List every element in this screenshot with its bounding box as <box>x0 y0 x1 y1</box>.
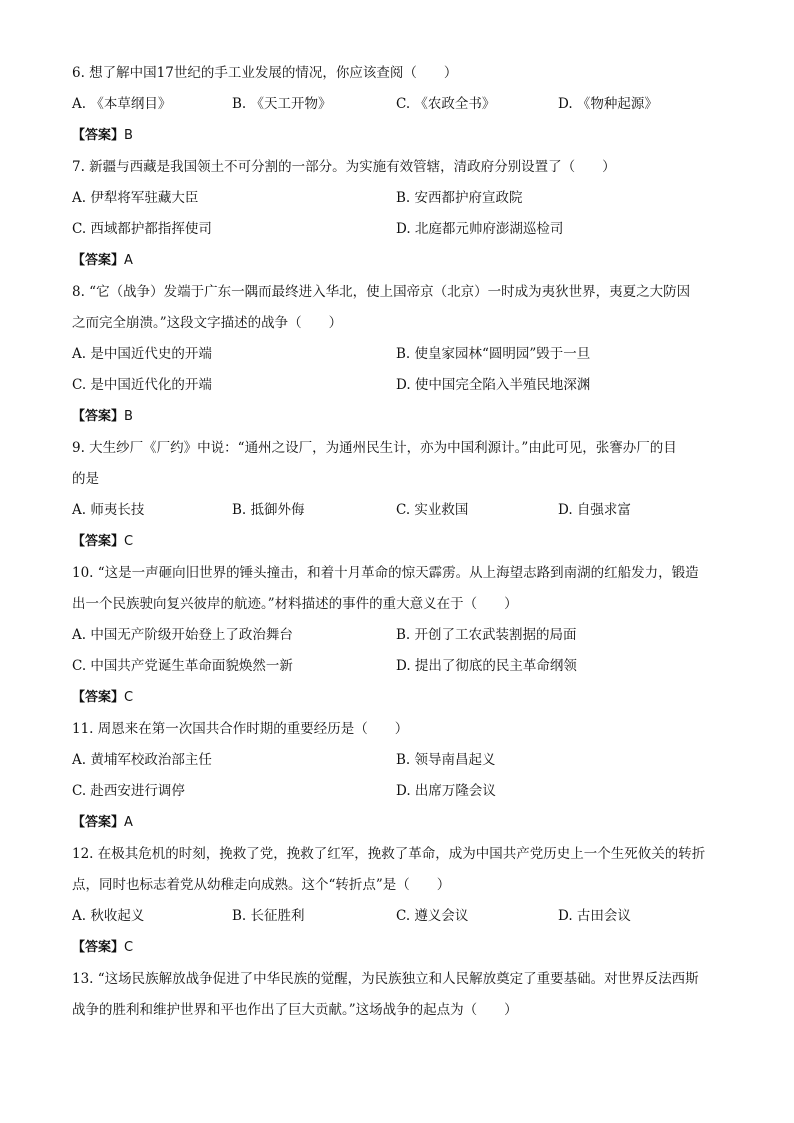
answer-option: A. 黄埔军校政治部主任 <box>72 752 212 768</box>
answer-value: C <box>124 690 134 705</box>
question-stem-line: 6. 想了解中国17世纪的手工业发展的情况，你应该查阅（ ） <box>72 65 458 81</box>
question-stem-line: 的是 <box>72 471 99 487</box>
question-stem-line: 点，同时也标志着党从幼稚走向成熟。这个“转折点”是（ ） <box>72 877 451 893</box>
answer-option: D. 出席万隆会议 <box>396 783 496 799</box>
answer-option: C. 实业救国 <box>396 502 469 518</box>
options-row <box>72 89 732 120</box>
answer-label: 【答案】 <box>72 409 125 424</box>
question-stem-line: 11. 周恩来在第一次国共合作时期的重要经历是（ ） <box>72 721 409 737</box>
answer-label: 【答案】 <box>72 128 125 143</box>
options-row <box>72 214 732 245</box>
question-stem-line: 12. 在极其危机的时刻，挽救了党，挽救了红军，挽救了革命，成为中国共产党历史上一个生死攸关的转折 <box>72 846 706 862</box>
question-block <box>72 964 732 1026</box>
question-stem-line: 13. “这场民族解放战争促进了中华民族的觉醒，为民族独立和人民解放奠定了重要基础。对世界反法西斯 <box>72 971 699 987</box>
question-stem-line: 之而完全崩溃。”这段文字描述的战争（ ） <box>72 315 343 331</box>
answer-line <box>72 401 732 432</box>
answer-value: C <box>124 940 134 955</box>
question-stem-line: 9. 大生纱厂《厂约》中说：“通州之设厂，为通州民生计，亦为中国利源计。”由此可见，张謇办厂的目 <box>72 440 677 456</box>
answer-option: D. 北庭都元帅府澎湖巡检司 <box>396 221 564 237</box>
options-row <box>72 651 732 682</box>
answer-option: C. 西域都护都指挥使司 <box>72 221 212 237</box>
answer-option: D. 《物种起源》 <box>558 96 658 112</box>
question-block <box>72 714 732 838</box>
answer-value: A <box>124 253 133 268</box>
answer-label: 【答案】 <box>72 815 125 830</box>
question-stem-line: 8. “它（战争）发端于广东一隅而最终进入华北，使上国帝京（北京）一时成为夷狄世界，夷夏之大防因 <box>72 284 691 300</box>
answer-line <box>72 120 732 151</box>
answer-label: 【答案】 <box>72 690 125 705</box>
question-stem-line: 出一个民族驶向复兴彼岸的航迹。”材料描述的事件的重大意义在于（ ） <box>72 596 518 612</box>
answer-option: A. 是中国近代史的开端 <box>72 346 212 362</box>
options-row <box>72 339 732 370</box>
question-stem-line: 10. “这是一声砸向旧世界的锤头撞击，和着十月革命的惊天霹雳。从上海望志路到南湖的红船发力，锻造 <box>72 565 699 581</box>
answer-value: B <box>124 409 133 424</box>
answer-option: A. 秋收起义 <box>72 908 145 924</box>
question-block <box>72 152 732 276</box>
answer-option: D. 古田会议 <box>558 908 631 924</box>
answer-line <box>72 932 732 963</box>
question-block <box>72 433 732 557</box>
question-block <box>72 277 732 432</box>
options-row <box>72 745 732 776</box>
answer-line <box>72 682 732 713</box>
question-stem-line: 7. 新疆与西藏是我国领土不可分割的一部分。为实施有效管辖，清政府分别设置了（ ） <box>72 159 616 175</box>
answer-option: B. 使皇家园林“圆明园”毁于一旦 <box>396 346 591 362</box>
answer-option: D. 提出了彻底的民主革命纲领 <box>396 658 577 674</box>
answer-option: A. 伊犁将军驻藏大臣 <box>72 190 199 206</box>
answer-label: 【答案】 <box>72 534 125 549</box>
answer-line <box>72 807 732 838</box>
answer-option: C. 遵义会议 <box>396 908 469 924</box>
answer-value: A <box>124 815 133 830</box>
answer-option: B. 安西都护府宣政院 <box>396 190 523 206</box>
options-row <box>72 901 732 932</box>
options-row <box>72 183 732 214</box>
question-stem-line: 战争的胜利和维护世界和平也作出了巨大贡献。”这场战争的起点为（ ） <box>72 1002 518 1018</box>
answer-option: C. 赴西安进行调停 <box>72 783 185 799</box>
question-block <box>72 558 732 713</box>
options-row <box>72 370 732 401</box>
options-row <box>72 495 732 526</box>
answer-option: A. 《本草纲目》 <box>72 96 172 112</box>
answer-option: B. 长征胜利 <box>232 908 305 924</box>
answer-label: 【答案】 <box>72 253 125 268</box>
options-row <box>72 620 732 651</box>
answer-option: A. 师夷长技 <box>72 502 145 518</box>
answer-value: B <box>124 128 133 143</box>
question-block <box>72 58 732 151</box>
answer-option: C. 是中国近代化的开端 <box>72 377 212 393</box>
answer-option: B. 《天工开物》 <box>232 96 332 112</box>
answer-option: B. 领导南昌起义 <box>396 752 496 768</box>
options-row <box>72 776 732 807</box>
answer-option: A. 中国无产阶级开始登上了政治舞台 <box>72 627 293 643</box>
answer-option: B. 开创了工农武装割据的局面 <box>396 627 577 643</box>
answer-line <box>72 526 732 557</box>
answer-option: C. 中国共产党诞生革命面貌焕然一新 <box>72 658 293 674</box>
answer-option: C. 《农政全书》 <box>396 96 496 112</box>
answer-option: D. 自强求富 <box>558 502 631 518</box>
answer-option: D. 使中国完全陷入半殖民地深渊 <box>396 377 591 393</box>
answer-value: C <box>124 534 134 549</box>
answer-option: B. 抵御外侮 <box>232 502 305 518</box>
answer-label: 【答案】 <box>72 940 125 955</box>
answer-line <box>72 245 732 276</box>
question-block <box>72 839 732 963</box>
